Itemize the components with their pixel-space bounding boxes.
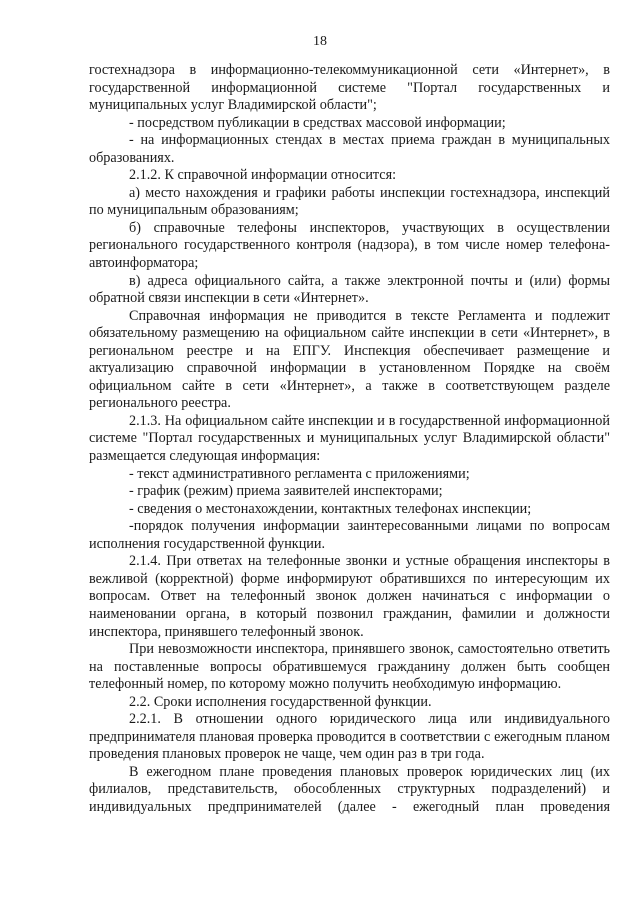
section-2-1-4: 2.1.4. При ответах на телефонные звонки и устные обращения инспекторы в вежливой (корректной) форме информируют обратившихся по интересующим их вопросам. Ответ на телефонный звонок должен начинаться с информации о наименовании органа, в который позвонил гражданин, фамилии и должности инспектора, принявшего телефонный звонок. <box>89 553 610 640</box>
paragraph-phone-number: При невозможности инспектора, принявшего звонок, самостоятельно ответить на поставленные вопросы обратившемуся гражданину должен быть сообщен телефонный номер, по которому можно получить необходимую информацию. <box>89 641 610 693</box>
section-heading-2-1-2: 2.1.2. К справочной информации относится: <box>129 167 397 184</box>
list-item-procedure: -порядок получения информации заинтересованными лицами по вопросам исполнения государственной функции. <box>89 518 610 552</box>
paragraph-portal-continuation: гостехнадзора в информационно-телекоммуникационной сети «Интернет», в государственной информационной системе "Портал государственных и муниципальных услуг Владимирской области"; <box>89 62 610 114</box>
section-2-2-1: 2.2.1. В отношении одного юридического лица или индивидуального предпринимателя плановая проверка проводится в соответствии с ежегодным планом проведения плановых проверок не чаще, чем один раз в три года. <box>89 711 610 763</box>
section-heading-2-2: 2.2. Сроки исполнения государственной функции. <box>129 693 432 710</box>
list-item-location: - сведения о местонахождении, контактных телефонах инспекции; <box>129 500 532 517</box>
list-item-v: в) адреса официального сайта, а также электронной почты и (или) формы обратной связи инспекции в сети «Интернет». <box>89 272 610 307</box>
list-item-regulation-text: - текст административного регламента с приложениями; <box>129 465 470 482</box>
list-item-schedule: - график (режим) приема заявителей инспекторами; <box>129 483 443 500</box>
list-item-mass-media: - посредством публикации в средствах массовой информации; <box>129 114 506 131</box>
section-2-1-3: 2.1.3. На официальном сайте инспекции и в государственной информационной системе "Портал государственных и муниципальных услуг Владимирской области" размещается следующая информация: <box>89 412 610 465</box>
page-number: 18 <box>313 34 327 49</box>
paragraph-annual-plan: В ежегодном плане проведения плановых проверок юридических лиц (их филиалов, представительств, обособленных структурных подразделений) и индивидуальных предпринимателей (далее - ежегодный план проведения <box>89 763 610 815</box>
list-item-a: а) место нахождения и графики работы инспекции гостехнадзора, инспекций по муниципальным образованиям; <box>89 184 610 219</box>
paragraph-reference-info: Справочная информация не приводится в тексте Регламента и подлежит обязательному размещению на официальном сайте инспекции в сети «Интернет», в региональном реестре и на ЕПГУ. Инспекция обеспечивает размещение и актуализацию справочной информации в установленном Порядке на своём официальном сайте в сети «Интернет», а также в соответствующем разделе регионального реестра. <box>89 307 610 412</box>
list-item-info-stands: - на информационных стендах в местах приема граждан в муниципальных образованиях. <box>89 132 610 166</box>
list-item-b: б) справочные телефоны инспекторов, участвующих в осуществлении регионального государственного контроля (надзора), в том числе номер телефона-автоинформатора; <box>89 219 610 272</box>
document-body <box>89 62 610 817</box>
